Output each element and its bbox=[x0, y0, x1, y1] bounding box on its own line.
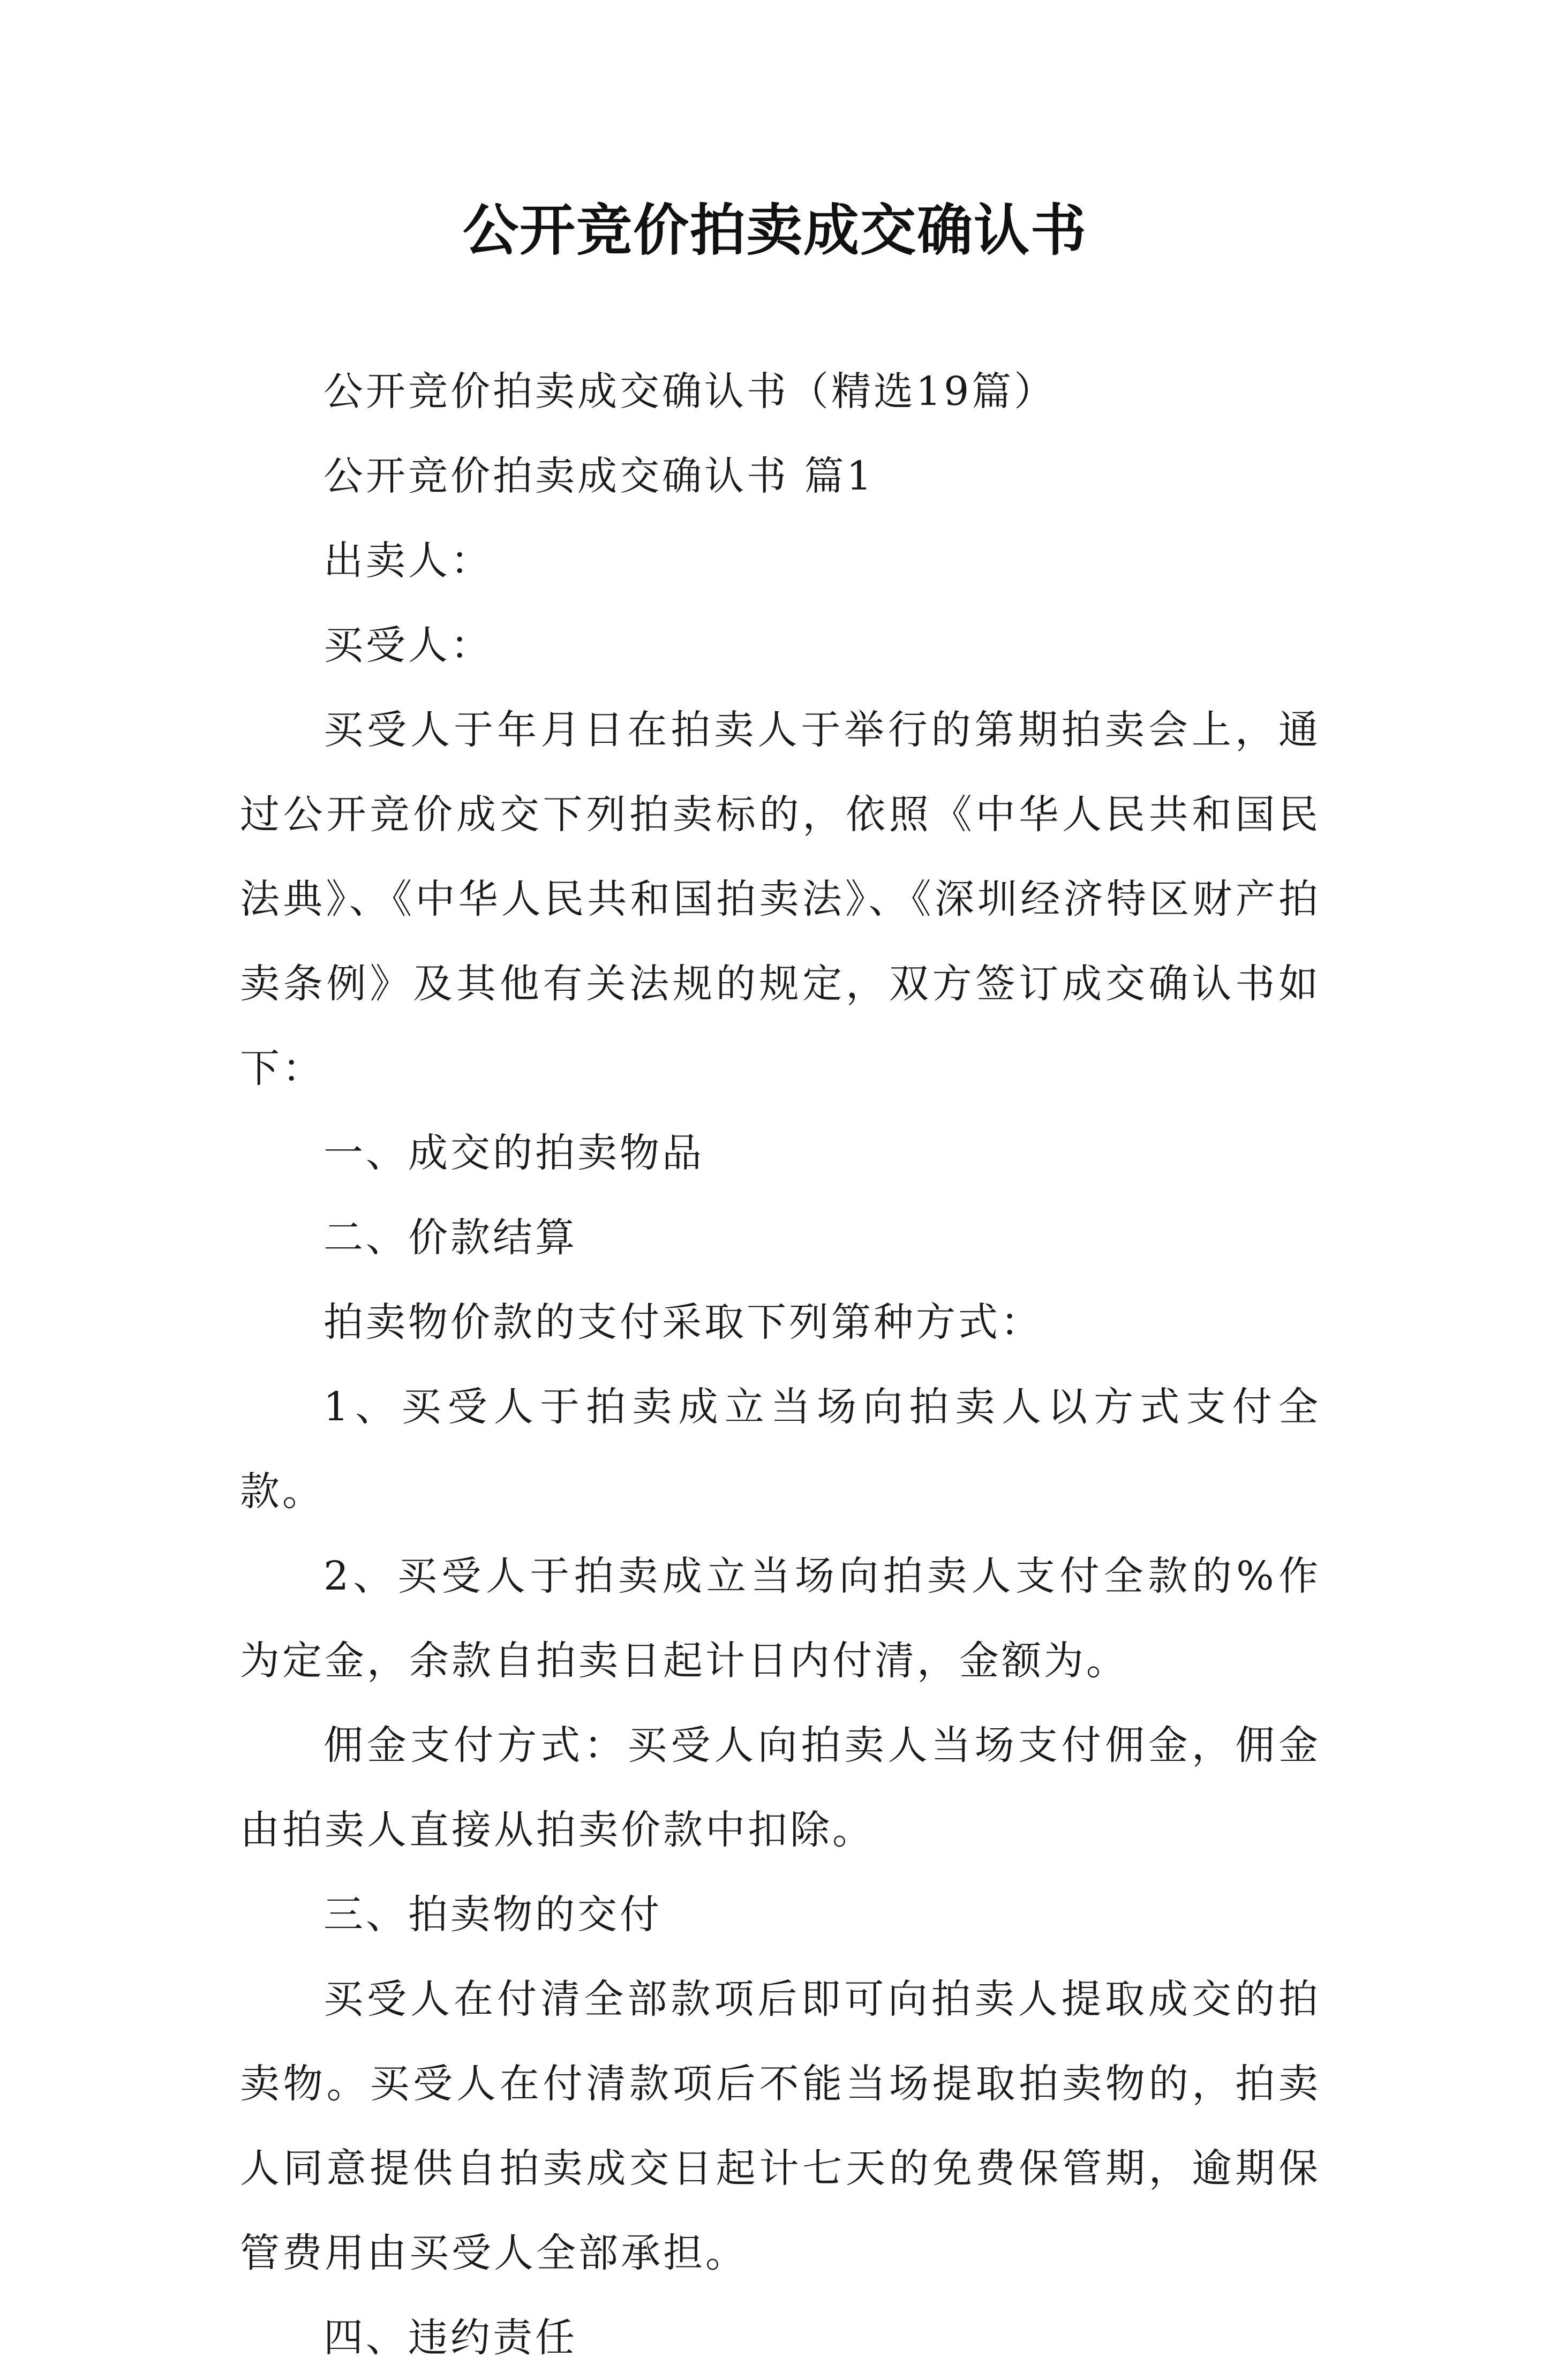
paragraph-buyer: 买受人： bbox=[323, 622, 493, 668]
paragraph-item-2: 二、价款结算 bbox=[323, 1215, 577, 1261]
paragraph-seller: 出卖人： bbox=[323, 538, 493, 584]
paragraph-delivery: 买受人在付清全部款项后即可向拍卖人提取成交的拍卖物。买受人在付清款项后不能当场提取拍卖物的，拍卖人同意提供自拍卖成交日起计七天的免费保管期，逾期保管费用由买受人全部承担。 bbox=[240, 1976, 1321, 2276]
paragraph-item-4: 四、违约责任 bbox=[323, 2315, 577, 2361]
paragraph-payment-method: 拍卖物价款的支付采取下列第种方式： bbox=[323, 1299, 1043, 1345]
paragraph-item-3: 三、拍卖物的交付 bbox=[323, 1892, 662, 1938]
paragraph-payment-option-2: 2、买受人于拍卖成立当场向拍卖人支付全款的%作为定金，余款自拍卖日起计日内付清，金额为。 bbox=[240, 1553, 1321, 1684]
paragraph-section-heading: 公开竞价拍卖成交确认书 篇1 bbox=[323, 453, 875, 499]
paragraph-payment-option-1: 1、买受人于拍卖成立当场向拍卖人以方式支付全款。 bbox=[240, 1384, 1321, 1515]
paragraph-item-1: 一、成交的拍卖物品 bbox=[323, 1130, 704, 1176]
paragraph-commission: 佣金支付方式：买受人向拍卖人当场支付佣金，佣金由拍卖人直接从拍卖价款中扣除。 bbox=[240, 1722, 1321, 1853]
document-title: 公开竞价拍卖成交确认书 bbox=[462, 197, 1087, 263]
document-body bbox=[240, 349, 1321, 2380]
paragraph-subtitle: 公开竞价拍卖成交确认书（精选19篇） bbox=[323, 368, 1057, 415]
paragraph-intro: 买受人于年月日在拍卖人于举行的第期拍卖会上，通过公开竞价成交下列拍卖标的，依照《中华人民共和国民法典》、《中华人民共和国拍卖法》、《深圳经济特区财产拍卖条例》及其他有关法规的规定，双方签订成交确认书如下： bbox=[240, 707, 1321, 1091]
